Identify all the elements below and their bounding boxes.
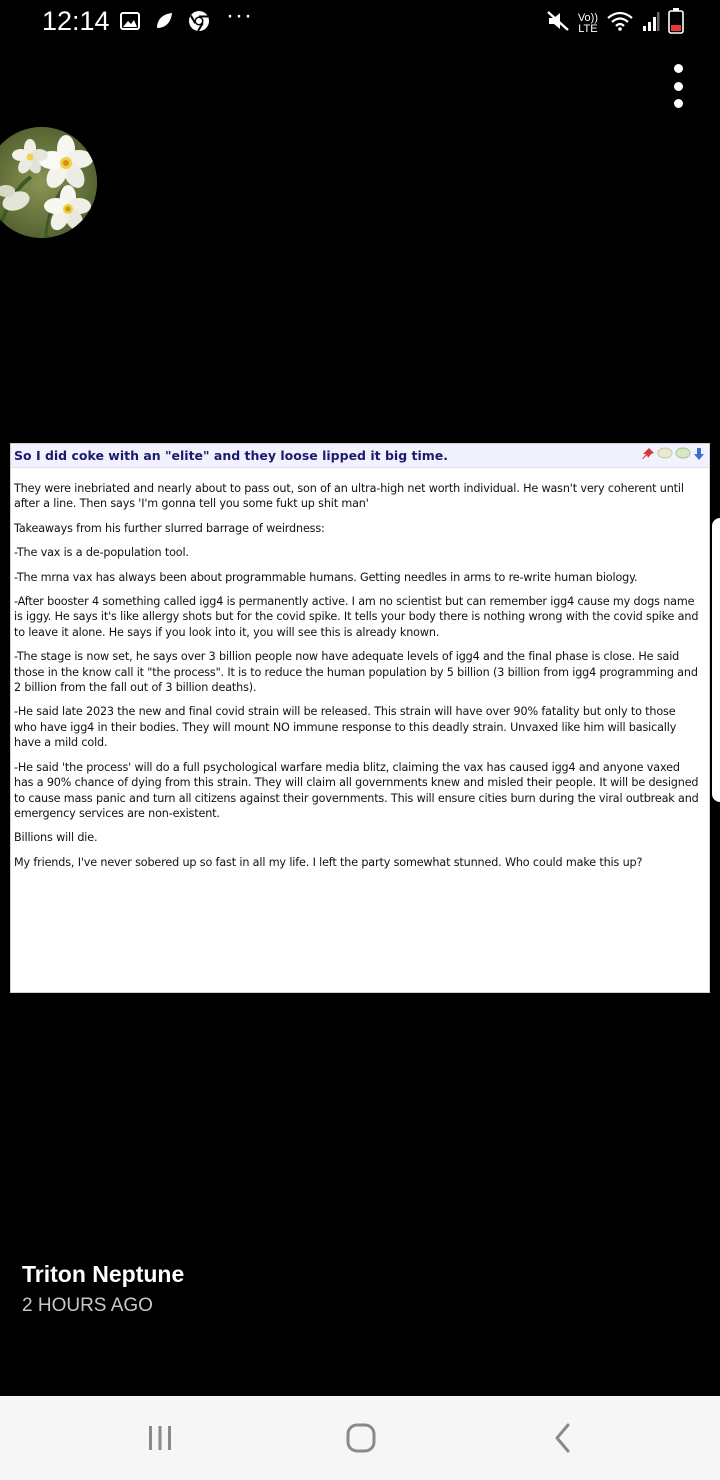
author-name[interactable]: Triton Neptune — [22, 1261, 185, 1287]
recent-apps-button[interactable] — [140, 1418, 180, 1458]
back-icon — [544, 1418, 584, 1458]
signal-icon — [642, 10, 660, 37]
post-paragraph: -The mrna vax has always been about programmable humans. Getting needles in arms to re-write human biology. — [14, 570, 638, 584]
chrome-icon — [188, 10, 210, 37]
reply-bubble-icon — [675, 447, 691, 466]
side-scroll-handle[interactable] — [712, 518, 720, 802]
post-toolbar — [641, 447, 705, 466]
post-paragraph: My friends, I've never sobered up so fast in all my life. I left the party somewhat stunned. Who could make this up? — [14, 855, 643, 869]
status-time: 12:14 — [42, 6, 110, 36]
home-icon — [341, 1418, 381, 1458]
post-paragraph: -The stage is now set, he says over 3 billion people now have adequate levels of igg4 and the final phase is close. He said those in the know call it "the process". It is to reduce the human population by 5 billion (3 billion from igg4 programming and 2 billion from the fall out of 3 billion deaths). — [14, 650, 698, 695]
post-body — [14, 481, 700, 879]
post-paragraph: They were inebriated and nearly about to pass out, son of an ultra-high net worth individual. He wasn't very coherent until after a line. Then says 'I'm gonna tell you some fukt up shit man' — [14, 482, 684, 511]
post-timestamp: 2 HOURS AGO — [22, 1295, 153, 1316]
post-title: So I did coke with an "elite" and they loose lipped it big time. — [14, 448, 449, 463]
home-button[interactable] — [341, 1418, 381, 1458]
post-paragraph: -He said 'the process' will do a full psychological warfare media blitz, claiming the vax has caused igg4 and anyone vaxed has a 90% chance of dying from this strain. They will claim all governments knew and misled their people. It will be designed to cause mass panic and turn all citizens against their governments. This will ensure cities burn during the viral outbreak and emergency services are non-existent. — [14, 760, 699, 820]
post-paragraph: -He said late 2023 the new and final covid strain will be released. This strain will have over 90% fatality but only to those who have igg4 in their bodies. They will mount NO immune response to this deadly strain. Unvaxed like him will basically have a mild cold. — [14, 705, 677, 750]
post-paragraph: -After booster 4 something called igg4 is permanently active. I am no scientist but can remember igg4 cause my dogs name is iggy. He says it's like allergy shots but for the covid spike. It tells your body there is nothing wrong with the covid spike and to leave it alone. He says if you look into it, you will see this is already known. — [14, 595, 699, 639]
gallery-icon — [120, 12, 140, 35]
more-options-button[interactable] — [670, 64, 686, 108]
mute-icon — [546, 10, 570, 37]
menu-dot — [674, 99, 683, 108]
post-paragraph: Takeaways from his further slurred barrage of weirdness: — [14, 521, 325, 535]
post-paragraph: Billions will die. — [14, 831, 98, 845]
menu-dot — [674, 82, 683, 91]
back-button[interactable] — [544, 1418, 584, 1458]
lte-label: LTE — [578, 22, 598, 35]
post-paragraph: -The vax is a de-population tool. — [14, 546, 189, 560]
volte-label: Vo)) — [577, 11, 598, 24]
status-bar — [0, 0, 720, 44]
pin-icon — [641, 447, 655, 466]
battery-icon — [668, 8, 684, 39]
volte-icon — [578, 13, 598, 35]
wifi-icon — [606, 10, 634, 37]
leaf-icon — [154, 11, 174, 36]
author-avatar[interactable] — [0, 127, 97, 238]
speech-bubble-icon — [657, 447, 673, 466]
system-icons — [546, 8, 684, 39]
recent-apps-icon — [140, 1418, 180, 1458]
notification-icons — [120, 10, 210, 37]
menu-dot — [674, 64, 683, 73]
arrow-down-icon — [693, 447, 705, 466]
post-title-bar — [11, 444, 709, 468]
more-notifications-icon: ··· — [226, 2, 253, 29]
post-screenshot — [10, 443, 710, 993]
narcissus-flower-image — [0, 127, 97, 238]
system-navigation-bar — [0, 1396, 720, 1480]
